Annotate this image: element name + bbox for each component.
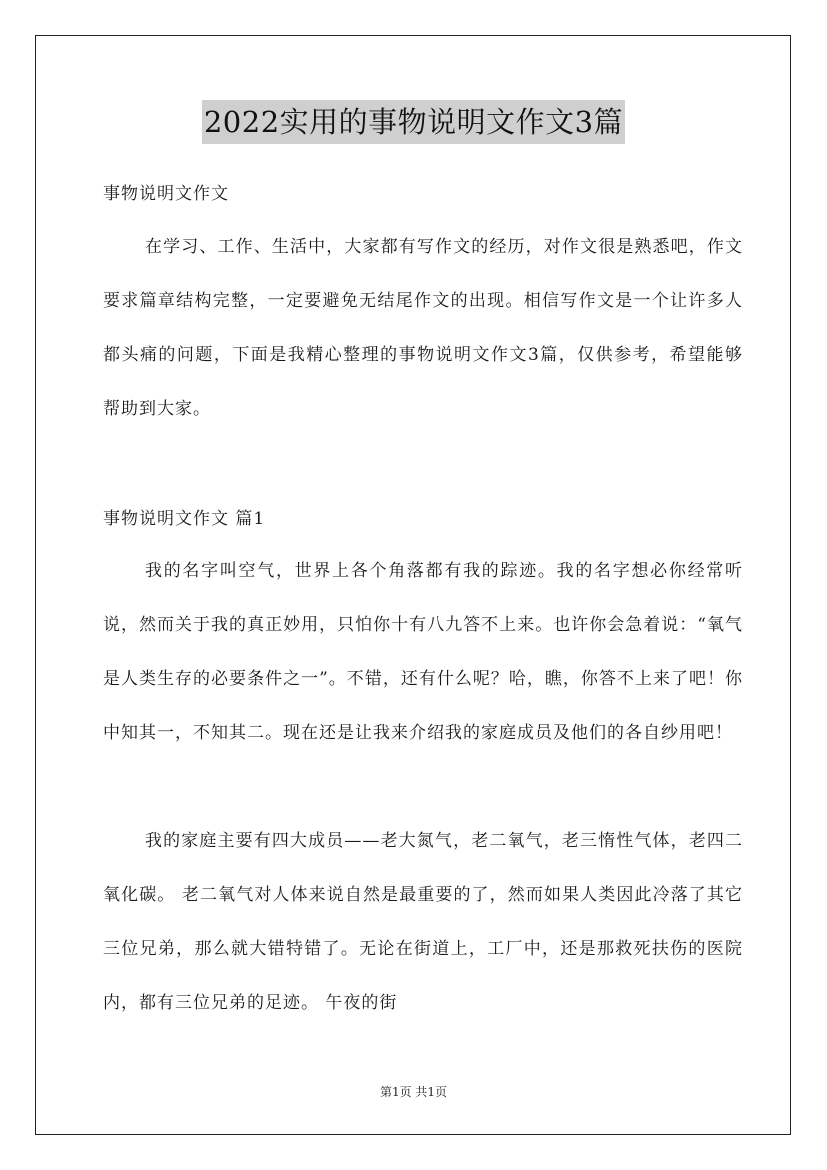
intro-paragraph: 在学习、工作、生活中，大家都有写作文的经历，对作文很是熟悉吧，作文要求篇章结构完整，一定要避免无结尾作文的出现。相信写作文是一个让许多人都头痛的问题，下面是我精心整理的事物说明文作文3篇，仅供参考，希望能够帮助到大家。 <box>103 237 743 419</box>
article-heading: 事物说明文作文 篇1 <box>103 509 266 529</box>
body-paragraph-1: 我的名字叫空气，世界上各个角落都有我的踪迹。我的名字想必你经常听说，然而关于我的真正妙用，只怕你十有八九答不上来。也许你会急着说：“氧气是人类生存的必要条件之一”。不错，还有什么呢？哈，瞧，你答不上来了吧！你中知其一，不知其二。现在还是让我来介绍我的家庭成员及他们的各自纱用吧！ <box>103 561 743 743</box>
document-title: 2022实用的事物说明文作文3篇 <box>202 100 625 144</box>
body-paragraph-2: 我的家庭主要有四大成员——老大氮气，老二氧气，老三惰性气体，老四二氧化碳。 老二氧气对人体来说自然是最重要的了，然而如果人类因此冷落了其它三位兄弟，那么就大错特错了。无论在街道上，工厂中，还是那救死扶伤的医院内，都有三位兄弟的足迹。 午夜的街 <box>103 831 743 1013</box>
title-container <box>0 100 827 144</box>
page-footer: 第1页 共1页 <box>379 1085 448 1099</box>
section-heading: 事物说明文作文 <box>103 184 229 204</box>
